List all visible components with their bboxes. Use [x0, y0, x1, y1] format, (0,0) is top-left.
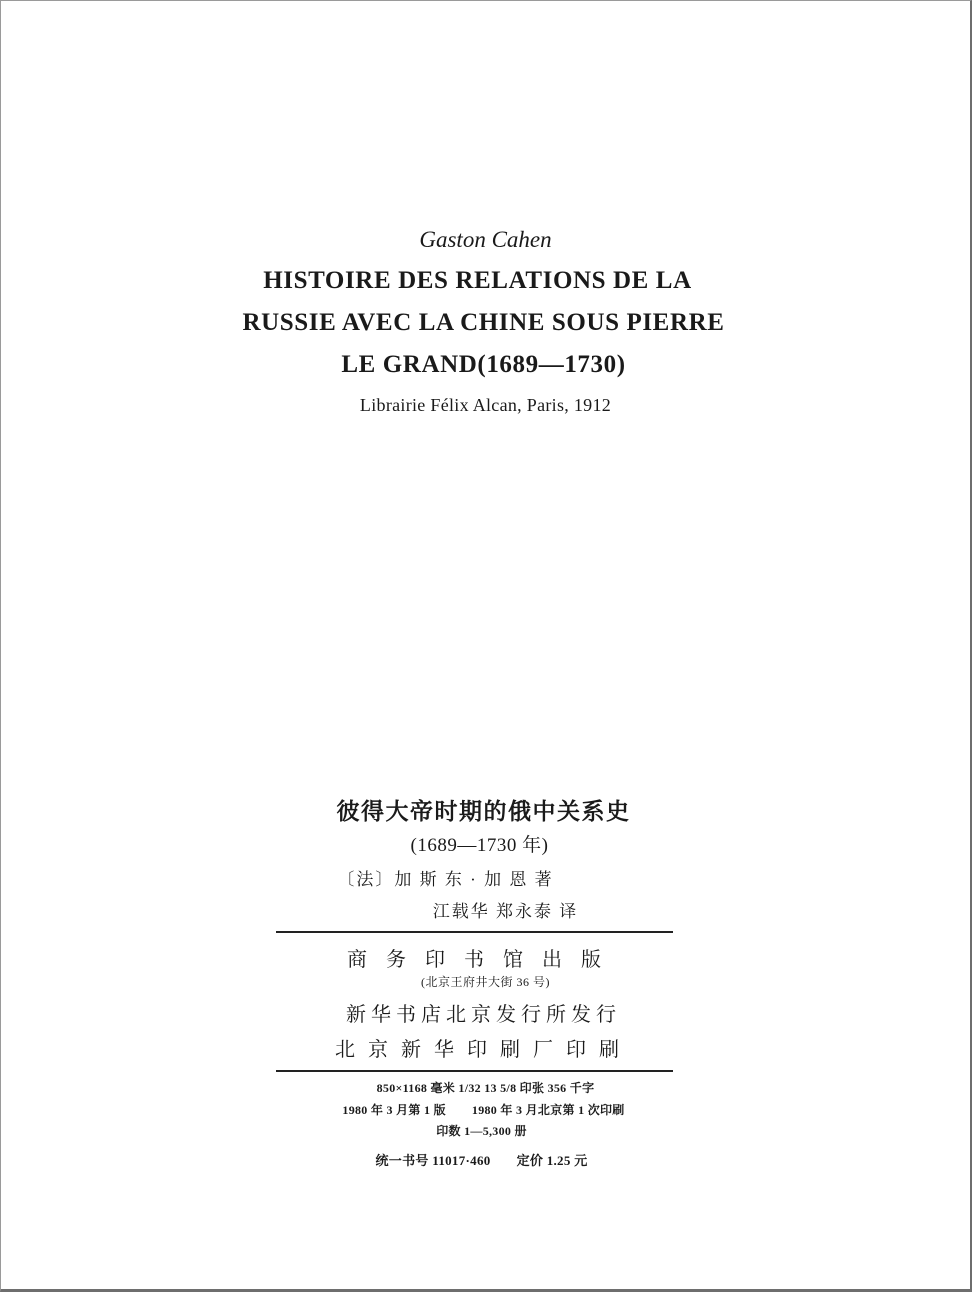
edition-info: 1980 年 3 月第 1 版: [342, 1103, 446, 1117]
book-number: 统一书号 11017·460: [375, 1153, 491, 1168]
publisher-address: (北京王府井大街 36 号): [421, 975, 550, 989]
book-number-price: [0, 1150, 966, 1169]
french-title-line-1: HISTOIRE DES RELATIONS DE LA: [263, 267, 692, 294]
chinese-translators: 江载华 郑永泰 译: [432, 902, 579, 921]
chinese-author: 〔法〕加 斯 东 · 加 恩 著: [337, 870, 554, 889]
printing-info: 1980 年 3 月北京第 1 次印刷: [471, 1103, 625, 1117]
chinese-title: 彼得大帝时期的俄中关系史: [336, 799, 631, 824]
divider-top: [276, 931, 673, 933]
chinese-publisher: 商务印书馆出版: [347, 949, 620, 971]
print-run: 印数 1—5,300 册: [436, 1124, 527, 1138]
french-title-line-3: LE GRAND(1689—1730): [341, 351, 626, 378]
chinese-years: (1689—1730 年): [410, 835, 549, 856]
french-publisher: Librairie Félix Alcan, Paris, 1912: [359, 395, 612, 415]
chinese-distributor: 新华书店北京发行所发行: [346, 1004, 621, 1026]
edition-printing: [0, 1101, 968, 1118]
chinese-printer: 北京新华印刷厂印刷: [335, 1039, 632, 1061]
divider-bottom: [276, 1070, 673, 1072]
format-spec: 850×1168 毫米 1/32 13 5/8 印张 356 千字: [376, 1081, 595, 1095]
french-title-line-2: RUSSIE AVEC LA CHINE SOUS PIERRE: [242, 309, 725, 336]
price: 定价 1.25 元: [516, 1153, 588, 1168]
french-author: Gaston Cahen: [419, 227, 552, 252]
